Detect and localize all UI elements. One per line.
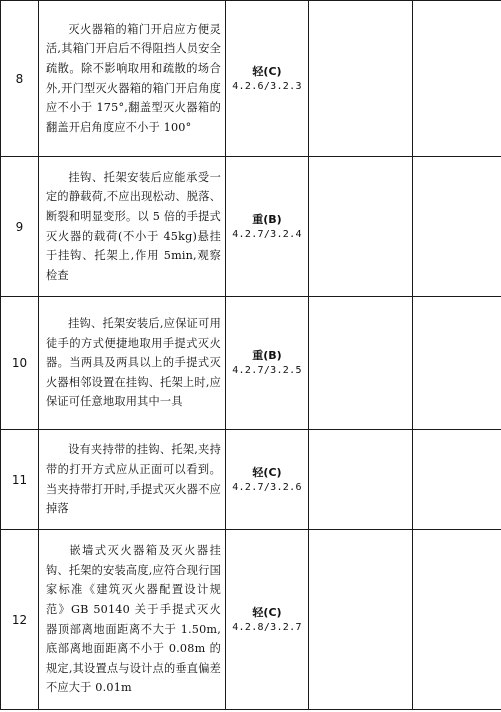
requirement-text: 挂钩、托架安装后应能承受一定的静载荷,不应出现松动、脱落、断裂和明显变形。以 5 倍的手提式灭火器的载荷(不小于 45kg)悬挂于挂钩、托架上,作用 5min,观察检查 xyxy=(39,157,226,297)
requirement-text: 嵌墙式灭火器箱及灭火器挂钩、托架的安装高度,应符合现行国家标准《建筑灭火器配置设计规范》GB 50140 关于手提式灭火器顶部离地面距离不大于 1.50m,底部离地面距离不小于 0.08m 的规定,其设置点与设计点的垂直偏差不应大于 0.01m xyxy=(39,530,226,710)
blank-cell xyxy=(309,530,413,710)
blank-cell xyxy=(309,430,413,530)
severity-level: 轻(C) xyxy=(252,605,282,619)
clause-reference: 4.2.7/3.2.4 xyxy=(232,228,302,240)
table-row xyxy=(1,157,501,297)
clause-reference: 4.2.7/3.2.6 xyxy=(232,481,302,493)
severity-cell xyxy=(226,297,309,430)
severity-level: 重(B) xyxy=(252,212,282,226)
requirement-text: 设有夹持带的挂钩、托架,夹持带的打开方式应从正面可以看到。当夹持带打开时,手提式灭火器不应掉落 xyxy=(39,430,226,530)
table-row xyxy=(1,1,501,157)
blank-cell xyxy=(413,297,501,430)
row-number: 12 xyxy=(1,530,39,710)
blank-cell xyxy=(413,157,501,297)
row-number: 9 xyxy=(1,157,39,297)
requirement-text: 挂钩、托架安装后,应保证可用徒手的方式便捷地取用手提式灭火器。当两具及两具以上的手提式灭火器相邻设置在挂钩、托架上时,应保证可任意地取用其中一具 xyxy=(39,297,226,430)
severity-level: 轻(C) xyxy=(252,64,282,78)
blank-cell xyxy=(309,1,413,157)
blank-cell xyxy=(413,530,501,710)
table-row xyxy=(1,297,501,430)
table-row xyxy=(1,430,501,530)
row-number: 10 xyxy=(1,297,39,430)
severity-cell xyxy=(226,1,309,157)
row-number: 11 xyxy=(1,430,39,530)
table-row xyxy=(1,530,501,710)
clause-reference: 4.2.6/3.2.3 xyxy=(232,80,302,92)
row-number: 8 xyxy=(1,1,39,157)
severity-cell xyxy=(226,430,309,530)
clause-reference: 4.2.7/3.2.5 xyxy=(232,365,302,376)
blank-cell xyxy=(413,1,501,157)
requirement-text: 灭火器箱的箱门开启应方便灵活,其箱门开启后不得阻挡人员安全疏散。除不影响取用和疏散的场合外,开门型灭火器箱的箱门开启角度应不小于 175°,翻盖型灭火器箱的翻盖开启角度应不小于 100° xyxy=(39,1,226,157)
blank-cell xyxy=(309,297,413,430)
severity-level: 轻(C) xyxy=(252,465,282,479)
blank-cell xyxy=(309,157,413,297)
severity-level: 重(B) xyxy=(252,349,282,362)
severity-cell xyxy=(226,530,309,710)
blank-cell xyxy=(413,430,501,530)
severity-cell xyxy=(226,157,309,297)
clause-reference: 4.2.8/3.2.7 xyxy=(232,621,302,633)
